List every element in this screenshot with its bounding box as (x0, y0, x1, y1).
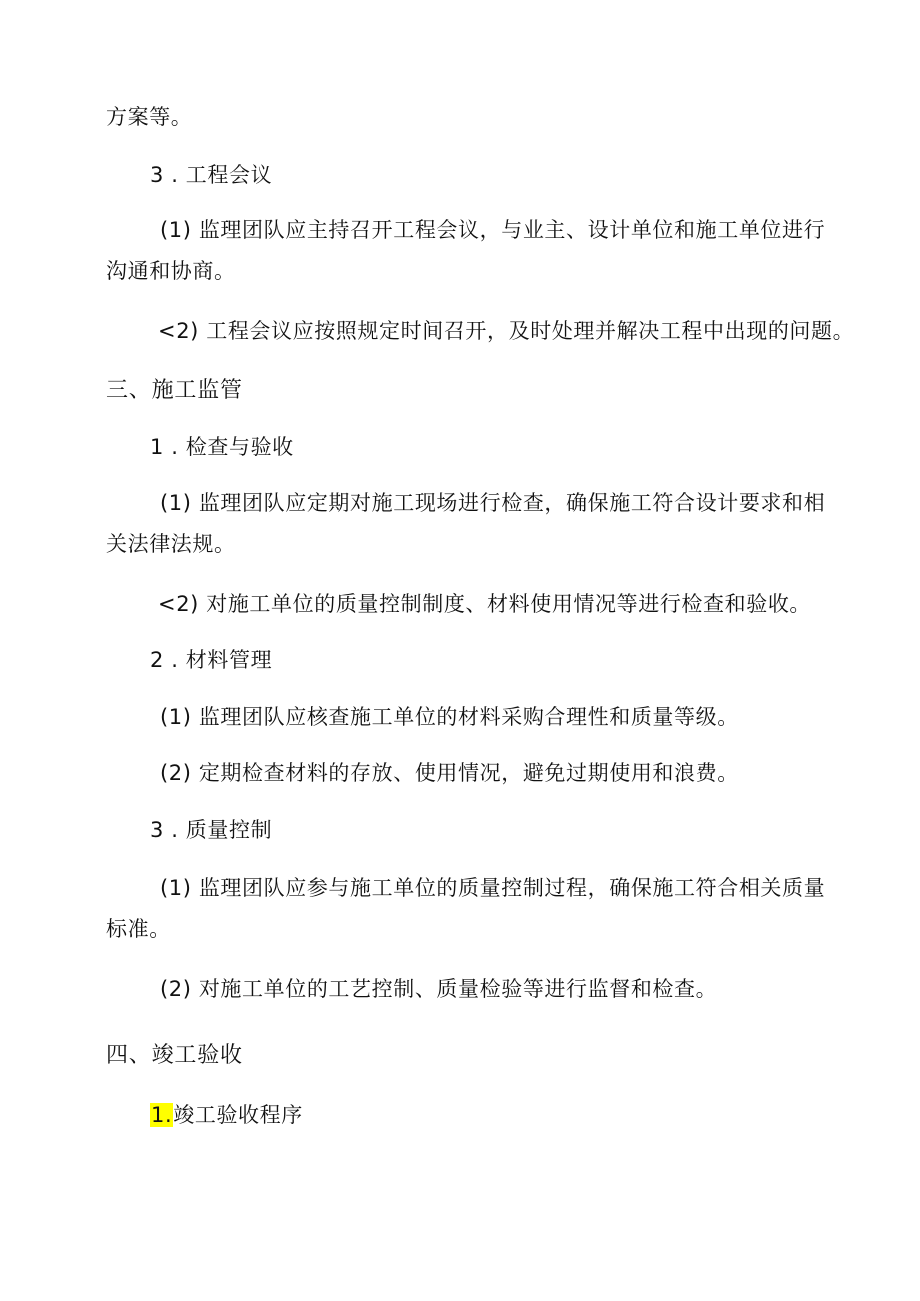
section-heading-construction-supervision: 三、施工监管 (106, 378, 243, 403)
subsection-heading-materials: 2 . 材料管理 (150, 648, 273, 672)
list-item-quality-1: (1) 监理团队应参与施工单位的质量控制过程，确保施工符合相关质量 (160, 876, 826, 900)
list-item-quality-2: (2) 对施工单位的工艺控制、质量检验等进行监督和检查。 (160, 977, 718, 1001)
list-item-materials-2: (2) 定期检查材料的存放、使用情况，避免过期使用和浪费。 (160, 761, 739, 785)
list-item-quality-1-continuation: 标准。 (106, 917, 171, 941)
subsection-heading-meetings: 3 . 工程会议 (150, 163, 273, 187)
list-item-inspection-1: (1) 监理团队应定期对施工现场进行检查，确保施工符合设计要求和相 (160, 491, 826, 515)
subsection-heading-acceptance-procedure (150, 1100, 303, 1130)
subsection-title: 竣工验收程序 (173, 1103, 303, 1127)
list-item-inspection-1-continuation: 关法律法规。 (106, 532, 236, 556)
list-item-materials-1: (1) 监理团队应核查施工单位的材料采购合理性和质量等级。 (160, 705, 739, 729)
highlighted-number: 1. (151, 1103, 173, 1127)
subsection-heading-inspection: 1 . 检查与验收 (150, 435, 294, 459)
subsection-heading-quality: 3 . 质量控制 (150, 818, 273, 842)
list-item-inspection-2: <2) 对施工单位的质量控制制度、材料使用情况等进行检查和验收。 (158, 592, 812, 616)
section-heading-completion-acceptance: 四、竣工验收 (106, 1043, 243, 1068)
list-item-meetings-2: <2) 工程会议应按照规定时间召开，及时处理并解决工程中出现的问题。 (158, 319, 855, 343)
list-item-meetings-1-continuation: 沟通和协商。 (106, 259, 236, 283)
paragraph-continuation: 方案等。 (106, 105, 193, 129)
list-item-meetings-1: (1) 监理团队应主持召开工程会议，与业主、设计单位和施工单位进行 (160, 218, 826, 242)
